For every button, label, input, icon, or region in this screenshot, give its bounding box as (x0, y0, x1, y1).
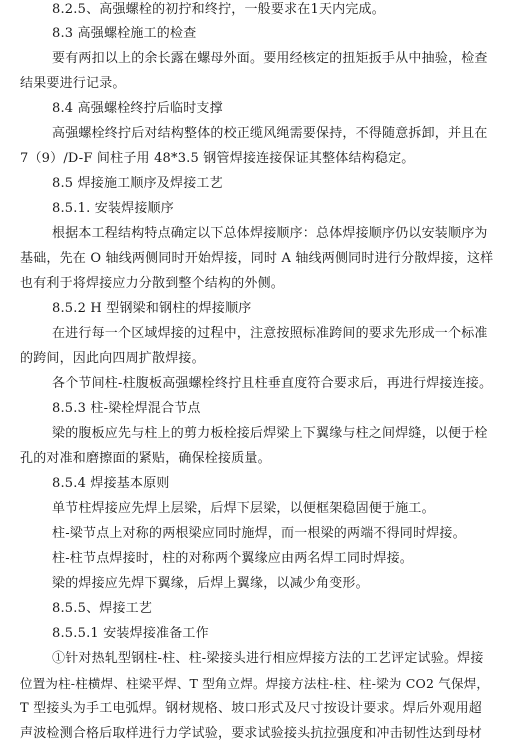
section-heading: 8.5.1. 安装焊接顺序 (52, 201, 174, 216)
section-heading: 8.5.4 焊接基本原则 (52, 476, 170, 491)
section-heading: 8.5 焊接施工顺序及焊接工艺 (52, 176, 223, 191)
text-line: 梁的焊接应先焊下翼缘，后焊上翼缘，以减少角变形。 (52, 576, 369, 591)
text-line: 在进行每一个区域焊接的过程中，注意按照标准跨间的要求先形成一个标准 (52, 326, 488, 341)
section-heading: 8.5.5.1 安装焊接准备工作 (52, 626, 209, 641)
text-line: 梁的腹板应先与柱上的剪力板栓接后焊梁上下翼缘与柱之间焊缝，以便于栓 (52, 426, 488, 441)
text-line: 的跨间，因此向四周扩散焊接。 (20, 351, 205, 366)
text-line: 7（9）/D-F 间柱子用 48*3.5 钢管焊接连接保证其整体结构稳定。 (20, 151, 415, 166)
text-line: 位置为柱-柱横焊、柱梁平焊、T 型角立焊。焊接方法柱-柱、柱-梁为 CO2 气保焊， (20, 676, 490, 691)
section-heading: 8.5.2 H 型钢梁和钢柱的焊接顺序 (52, 301, 252, 316)
text-line: 结果要进行记录。 (20, 76, 126, 91)
text-line: 高强螺栓终拧后对结构整体的校正缆风绳需要保持，不得随意拆卸，并且在 (52, 126, 488, 141)
text-line: 声波检测合格后取样进行力学试验，要求试验接头抗拉强度和冲击韧性达到母材 (20, 726, 483, 741)
section-heading: 8.5.5、焊接工艺 (52, 601, 153, 616)
text-line: ①针对热轧型钢柱-柱、柱-梁接头进行相应焊接方法的工艺评定试验。焊接 (52, 651, 484, 666)
text-line: 基础，先在 O 轴线两侧同时开始焊接，同时 A 轴线两侧同时进行分散焊接，这样 (20, 251, 494, 266)
text-line: 柱-柱节点焊接时，柱的对称两个翼缘应由两名焊工同时焊接。 (52, 551, 413, 566)
section-heading: 8.3 高强螺栓施工的检查 (52, 26, 197, 41)
text-line: 柱-梁节点上对称的两根梁应同时施焊，而一根梁的两端不得同时焊接。 (52, 526, 466, 541)
text-line: 也有利于将焊接应力分散到整个结构的外侧。 (20, 276, 285, 291)
text-line: 根据本工程结构特点确定以下总体焊接顺序：总体焊接顺序仍以安装顺序为 (52, 226, 488, 241)
text-line: T 型接头为手工电弧焊。钢材规格、坡口形式及尺寸按设计要求。焊后外观用超 (20, 701, 483, 716)
text-line: 各个节间柱-柱腹板高强螺栓终拧且柱垂直度符合要求后，再进行焊接连接。 (52, 376, 493, 391)
text-line: 孔的对准和磨擦面的紧贴，确保栓接质量。 (20, 451, 271, 466)
text-line: 要有两扣以上的余长露在螺母外面。要用经核定的扭矩扳手从中抽验，检查 (52, 51, 488, 66)
text-line: 单节柱焊接应先焊上层梁，后焊下层梁，以便框架稳固便于施工。 (52, 501, 435, 516)
section-heading: 8.4 高强螺栓终拧后临时支撑 (52, 101, 223, 116)
section-heading: 8.5.3 柱-梁栓焊混合节点 (52, 401, 201, 416)
text-line: 8.2.5、高强螺栓的初拧和终拧，一般要求在1天内完成。 (52, 2, 385, 17)
